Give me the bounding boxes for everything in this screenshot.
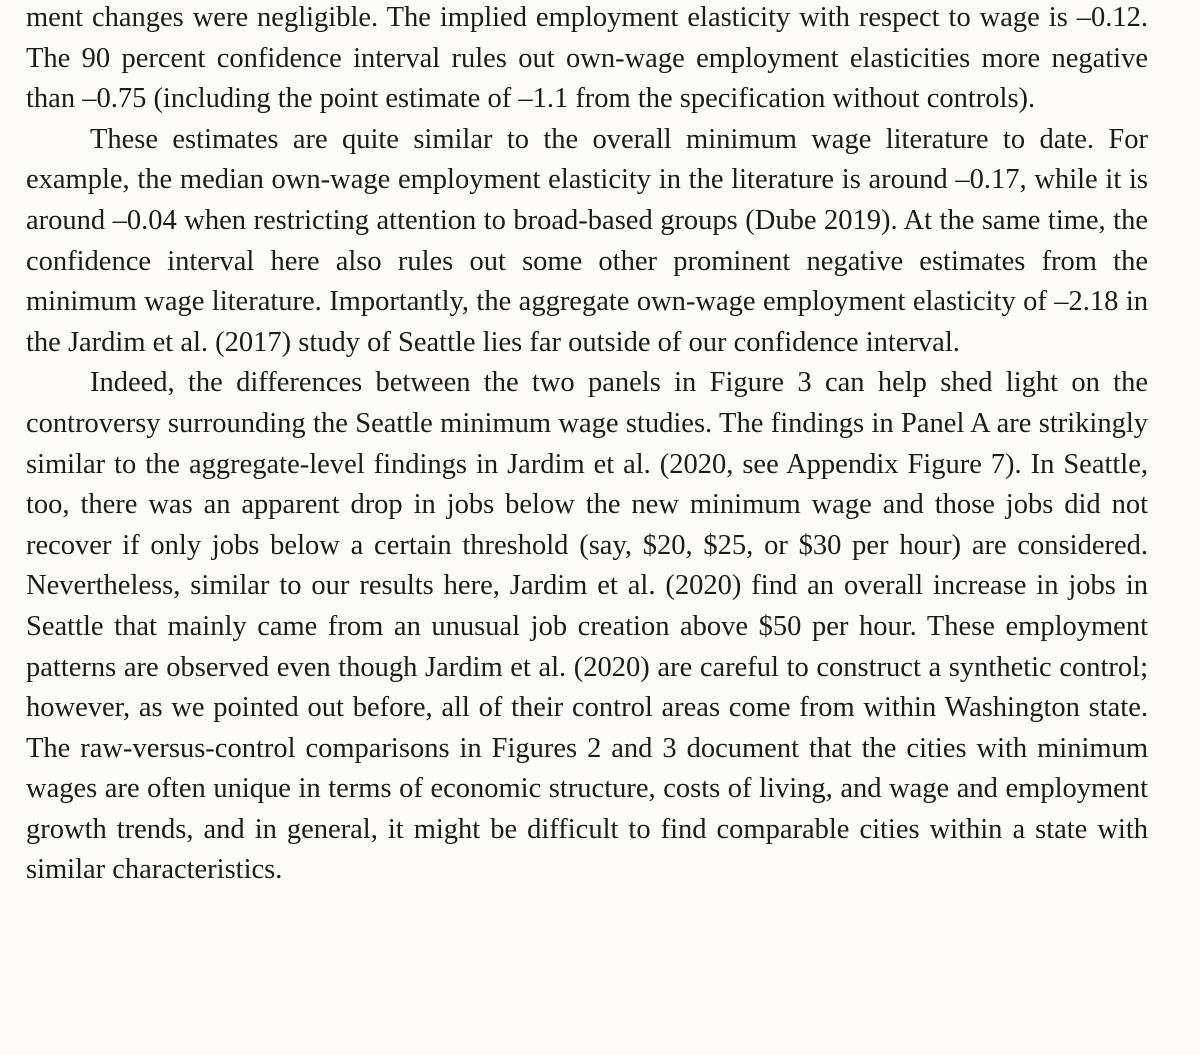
paragraph-seattle-controversy: Indeed, the differences between the two panels in Figure 3 can help shed light on the controversy surrounding the Seattle minimum wage studies. The findings in Panel A are strikingly similar to the aggregate-level findings in Jardim et al. (2020, see Appendix Figure 7). In Seattle, too, there was an apparent drop in jobs below the new minimum wage and those jobs did not recover if only jobs below a certain threshold (say, $20, $25, or $30 per hour) are considered. Nevertheless, similar to our results here, Jardim et al. (2020) find an overall increase in jobs in Seattle that mainly came from an unusual job creation above $50 per hour. These employment patterns are observed even though Jardim et al. (2020) are careful to construct a synthetic control; however, as we pointed out before, all of their control areas come from within Washington state. The raw-versus-control comparisons in Figures 2 and 3 document that the cities with minimum wages are often unique in terms of economic structure, costs of living, and wage and employment growth trends, and in general, it might be difficult to find comparable cities within a state with similar characteristics. [26, 367, 1148, 886]
paragraph-continued: ment changes were negligible. The implied employment elasticity with respect to wage is –0.12. The 90 percent confidence interval rules out own-wage employment elasticities more negative than –0.75 (including the point estimate of –1.1 from the specification without controls). [26, 2, 1148, 115]
paragraph-estimates-literature: These estimates are quite similar to the overall minimum wage literature to date. For example, the median own-wage employment elasticity in the literature is around –0.17, while it is around –0.04 when restricting attention to broad-based groups (Dube 2019). At the same time, the confidence interval here also rules out some other prominent negative estimates from the minimum wage literature. Importantly, the aggregate own-wage employment elasticity of –2.18 in the Jardim et al. (2017) study of Seattle lies far outside of our confidence interval. [26, 123, 1148, 358]
